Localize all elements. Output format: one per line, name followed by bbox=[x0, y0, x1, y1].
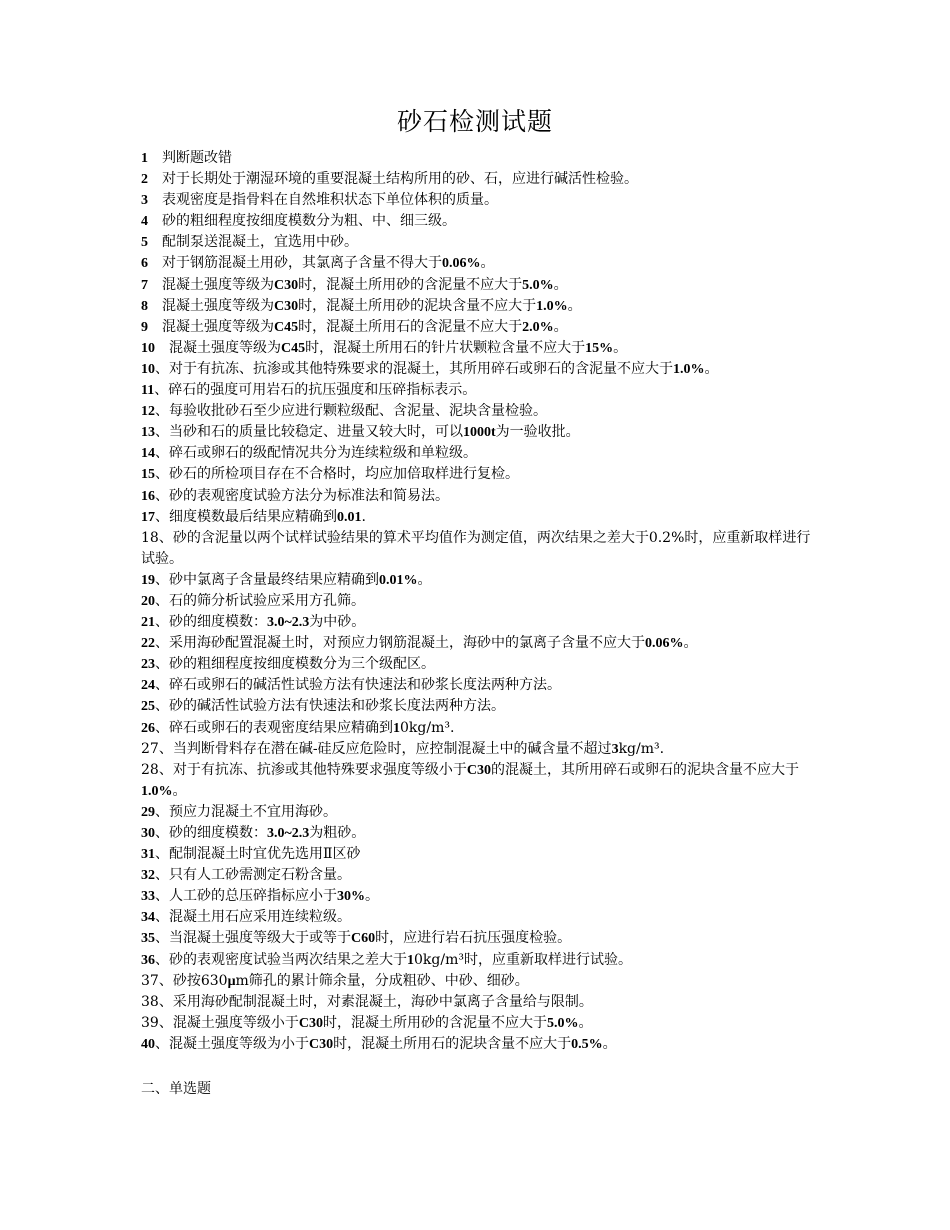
question-item: 27、当判断骨料存在潜在碱-硅反应危险时，应控制混凝土中的碱含量不超过3kg/m³. bbox=[141, 740, 665, 757]
question-text: 对于有抗冻、抗渗或其他特殊要求的混凝土，其所用碎石或卵石的含泥量不应大于1.0%。 bbox=[169, 360, 719, 377]
question-item: 31、配制混凝土时宜优先选用Ⅱ区砂 bbox=[141, 846, 361, 863]
question-item bbox=[141, 296, 813, 317]
section-heading: 二、单选题 bbox=[141, 1081, 211, 1097]
question-number: 11 bbox=[141, 383, 155, 399]
question-number: 4 bbox=[141, 214, 148, 230]
question-number: 25 bbox=[141, 699, 155, 715]
question-item: 28、对于有抗冻、抗渗或其他特殊要求强度等级小于C30的混凝土，其所用碎石或卵石的泥块含量不应大于1.0%。 bbox=[141, 761, 799, 799]
question-text: 细度模数最后结果应精确到0.01. bbox=[169, 508, 366, 525]
question-number: 37 bbox=[141, 972, 159, 989]
question-item: 39、混凝土强度等级小于C30时，混凝土所用砂的含泥量不应大于5.0%。 bbox=[141, 1014, 593, 1031]
question-text: 碎石的强度可用岩石的抗压强度和压碎指标表示。 bbox=[168, 382, 477, 399]
question-text: 配制泵送混凝土，宜选用中砂。 bbox=[162, 234, 358, 251]
question-item bbox=[141, 275, 813, 296]
question-number: 24 bbox=[141, 678, 155, 694]
question-item: 11、碎石的强度可用岩石的抗压强度和压碎指标表示。 bbox=[141, 382, 477, 399]
question-number: 1 bbox=[141, 151, 148, 166]
question-number: 29 bbox=[141, 804, 155, 820]
question-text: 只有人工砂需测定石粉含量。 bbox=[169, 867, 351, 884]
question-item bbox=[141, 317, 813, 338]
question-number: 3 bbox=[141, 193, 148, 209]
question-number: 21 bbox=[141, 615, 155, 631]
question-number: 18 bbox=[141, 529, 159, 546]
question-number: 16 bbox=[141, 488, 155, 504]
question-number: 34 bbox=[141, 910, 155, 926]
question-item: 36、砂的表观密度试验当两次结果之差大于10kg/m³时，应重新取样进行试验。 bbox=[141, 951, 632, 968]
question-text: 砂的细度模数：3.0~2.3为中砂。 bbox=[169, 614, 366, 631]
question-number: 5 bbox=[141, 235, 148, 251]
question-text: 人工砂的总压碎指标应小于30%。 bbox=[169, 888, 379, 905]
question-text: 砂的碱活性试验方法有快速法和砂浆长度法两种方法。 bbox=[169, 698, 505, 715]
question-text: 混凝土强度等级为小于C30时，混凝土所用石的泥块含量不应大于0.5%。 bbox=[169, 1035, 617, 1052]
question-number: 22 bbox=[141, 636, 155, 652]
question-number: 23 bbox=[141, 657, 155, 673]
question-text: 判断题改错 bbox=[162, 150, 232, 166]
question-item: 22、采用海砂配置混凝土时，对预应力钢筋混凝土，海砂中的氯离子含量不应大于0.06%。 bbox=[141, 635, 698, 652]
question-item: 33、人工砂的总压碎指标应小于30%。 bbox=[141, 888, 379, 905]
question-number: 31 bbox=[141, 847, 155, 863]
question-number: 32 bbox=[141, 868, 155, 884]
question-number: 10 bbox=[141, 361, 155, 377]
question-item: 15、砂石的所检项目存在不合格时，均应加倍取样进行复检。 bbox=[141, 466, 519, 483]
question-text: 砂按630μm筛孔的累计筛余量，分成粗砂、中砂、细砂。 bbox=[172, 972, 529, 989]
question-item: 17、细度模数最后结果应精确到0.01. bbox=[141, 508, 366, 525]
question-item bbox=[141, 211, 813, 232]
question-number: 38 bbox=[141, 993, 159, 1010]
question-item bbox=[141, 148, 813, 169]
question-text: 对于钢筋混凝土用砂，其氯离子含量不得大于0.06%。 bbox=[162, 255, 495, 272]
question-number: 9 bbox=[141, 319, 148, 335]
question-text: 采用海砂配置混凝土时，对预应力钢筋混凝土，海砂中的氯离子含量不应大于0.06%。 bbox=[169, 635, 698, 652]
question-number: 2 bbox=[141, 172, 148, 188]
question-text: 砂的细度模数：3.0~2.3为粗砂。 bbox=[169, 825, 366, 841]
question-number: 39 bbox=[141, 1014, 159, 1031]
question-text: 对于长期处于潮湿环境的重要混凝土结构所用的砂、石，应进行碱活性检验。 bbox=[162, 171, 638, 188]
question-text: 石的筛分析试验应采用方孔筛。 bbox=[169, 592, 365, 609]
question-number: 35 bbox=[141, 931, 155, 947]
question-text: 砂的含泥量以两个试样试验结果的算术平均值作为测定值，两次结果之差大于0.2%时，应重新取样进行试验。 bbox=[141, 529, 811, 567]
question-text: 碎石或卵石的碱活性试验方法有快速法和砂浆长度法两种方法。 bbox=[169, 677, 561, 694]
question-text: 砂的表观密度试验方法分为标准法和简易法。 bbox=[169, 487, 449, 504]
question-item: 12、每验收批砂石至少应进行颗粒级配、含泥量、泥块含量检验。 bbox=[141, 403, 547, 420]
question-item bbox=[141, 338, 813, 359]
question-text: 当砂和石的质量比较稳定、进量又较大时，可以1000t为一验收批。 bbox=[169, 424, 580, 441]
question-item: 25、砂的碱活性试验方法有快速法和砂浆长度法两种方法。 bbox=[141, 698, 505, 715]
question-text: 对于有抗冻、抗渗或其他特殊要求强度等级小于C30的混凝土，其所用碎石或卵石的泥块含量不应大于1.0%。 bbox=[141, 761, 799, 799]
question-number: 12 bbox=[141, 404, 155, 420]
question-item: 13、当砂和石的质量比较稳定、进量又较大时，可以1000t为一验收批。 bbox=[141, 424, 580, 441]
question-text: 当混凝土强度等级大于或等于C60时，应进行岩石抗压强度检验。 bbox=[169, 930, 572, 947]
question-number: 13 bbox=[141, 425, 155, 441]
question-text: 混凝土强度等级小于C30时，混凝土所用砂的含泥量不应大于5.0%。 bbox=[172, 1014, 593, 1031]
question-item: 20、石的筛分析试验应采用方孔筛。 bbox=[141, 592, 365, 609]
question-item: 29、预应力混凝土不宜用海砂。 bbox=[141, 803, 337, 820]
question-text: 砂中氯离子含量最终结果应精确到0.01%。 bbox=[169, 571, 432, 588]
question-text: 配制混凝土时宜优先选用Ⅱ区砂 bbox=[169, 846, 361, 863]
question-number: 40 bbox=[141, 1036, 155, 1052]
page-title: 砂石检测试题 bbox=[396, 107, 553, 136]
question-number: 26 bbox=[141, 720, 155, 736]
question-text: 混凝土用石应采用连续粒级。 bbox=[169, 909, 351, 926]
question-text: 砂石的所检项目存在不合格时，均应加倍取样进行复检。 bbox=[169, 466, 519, 483]
question-item: 10、对于有抗冻、抗渗或其他特殊要求的混凝土，其所用碎石或卵石的含泥量不应大于1.0%。 bbox=[141, 360, 719, 377]
question-item: 30、砂的细度模数：3.0~2.3为粗砂。 bbox=[141, 825, 366, 841]
question-item: 16、砂的表观密度试验方法分为标准法和简易法。 bbox=[141, 487, 449, 504]
question-text: 混凝土强度等级为C45时，混凝土所用石的针片状颗粒含量不应大于15%。 bbox=[169, 339, 628, 356]
question-number: 19 bbox=[141, 572, 155, 588]
question-number: 14 bbox=[141, 446, 155, 462]
question-item: 40、混凝土强度等级为小于C30时，混凝土所用石的泥块含量不应大于0.5%。 bbox=[141, 1035, 617, 1052]
question-number: 15 bbox=[141, 467, 155, 483]
question-item: 32、只有人工砂需测定石粉含量。 bbox=[141, 867, 351, 884]
question-item: 19、砂中氯离子含量最终结果应精确到0.01%。 bbox=[141, 571, 432, 588]
question-text: 碎石或卵石的级配情况共分为连续粒级和单粒级。 bbox=[169, 445, 477, 462]
question-number: 27 bbox=[141, 740, 159, 757]
question-item: 21、砂的细度模数：3.0~2.3为中砂。 bbox=[141, 614, 366, 631]
question-number: 17 bbox=[141, 509, 155, 525]
question-item bbox=[141, 169, 813, 190]
question-item bbox=[141, 253, 813, 274]
question-item: 37、砂按630μm筛孔的累计筛余量，分成粗砂、中砂、细砂。 bbox=[141, 972, 529, 989]
question-text: 每验收批砂石至少应进行颗粒级配、含泥量、泥块含量检验。 bbox=[169, 403, 547, 420]
question-number: 20 bbox=[141, 593, 155, 609]
question-text: 碎石或卵石的表观密度结果应精确到10kg/m³. bbox=[169, 719, 455, 736]
question-item: 24、碎石或卵石的碱活性试验方法有快速法和砂浆长度法两种方法。 bbox=[141, 677, 561, 694]
question-text: 当判断骨料存在潜在碱-硅反应危险时，应控制混凝土中的碱含量不超过3kg/m³. bbox=[172, 740, 665, 757]
question-text: 预应力混凝土不宜用海砂。 bbox=[169, 803, 337, 820]
question-number: 10 bbox=[141, 340, 155, 356]
question-text: 混凝土强度等级为C30时，混凝土所用砂的泥块含量不应大于1.0%。 bbox=[162, 297, 582, 314]
question-item bbox=[141, 232, 813, 253]
question-number: 7 bbox=[141, 277, 148, 293]
question-text: 混凝土强度等级为C45时，混凝土所用石的含泥量不应大于2.0%。 bbox=[162, 318, 568, 335]
question-text: 采用海砂配制混凝土时，对素混凝土，海砂中氯离子含量给与限制。 bbox=[172, 993, 593, 1010]
question-item: 23、砂的粗细程度按细度模数分为三个级配区。 bbox=[141, 656, 435, 673]
question-number: 8 bbox=[141, 298, 148, 314]
question-item bbox=[141, 190, 813, 211]
question-text: 砂的粗细程度按细度模数分为三个级配区。 bbox=[169, 656, 435, 673]
question-item: 18、砂的含泥量以两个试样试验结果的算术平均值作为测定值，两次结果之差大于0.2%时，应重新取样进行试验。 bbox=[141, 529, 811, 567]
question-number: 33 bbox=[141, 889, 155, 905]
question-text: 砂的粗细程度按细度模数分为粗、中、细三级。 bbox=[162, 213, 456, 230]
question-item: 26、碎石或卵石的表观密度结果应精确到10kg/m³. bbox=[141, 719, 455, 736]
question-item: 14、碎石或卵石的级配情况共分为连续粒级和单粒级。 bbox=[141, 445, 477, 462]
question-number: 30 bbox=[141, 826, 155, 841]
question-item: 35、当混凝土强度等级大于或等于C60时，应进行岩石抗压强度检验。 bbox=[141, 930, 572, 947]
question-number: 28 bbox=[141, 761, 159, 778]
question-text: 砂的表观密度试验当两次结果之差大于10kg/m³时，应重新取样进行试验。 bbox=[169, 951, 632, 968]
question-list bbox=[141, 148, 813, 1055]
question-text: 混凝土强度等级为C30时，混凝土所用砂的含泥量不应大于5.0%。 bbox=[162, 276, 568, 293]
question-item: 34、混凝土用石应采用连续粒级。 bbox=[141, 909, 351, 926]
question-number: 6 bbox=[141, 256, 148, 272]
question-item: 38、采用海砂配制混凝土时，对素混凝土，海砂中氯离子含量给与限制。 bbox=[141, 993, 593, 1010]
question-text: 表观密度是指骨料在自然堆积状态下单位体积的质量。 bbox=[162, 192, 498, 209]
question-number: 36 bbox=[141, 952, 155, 968]
